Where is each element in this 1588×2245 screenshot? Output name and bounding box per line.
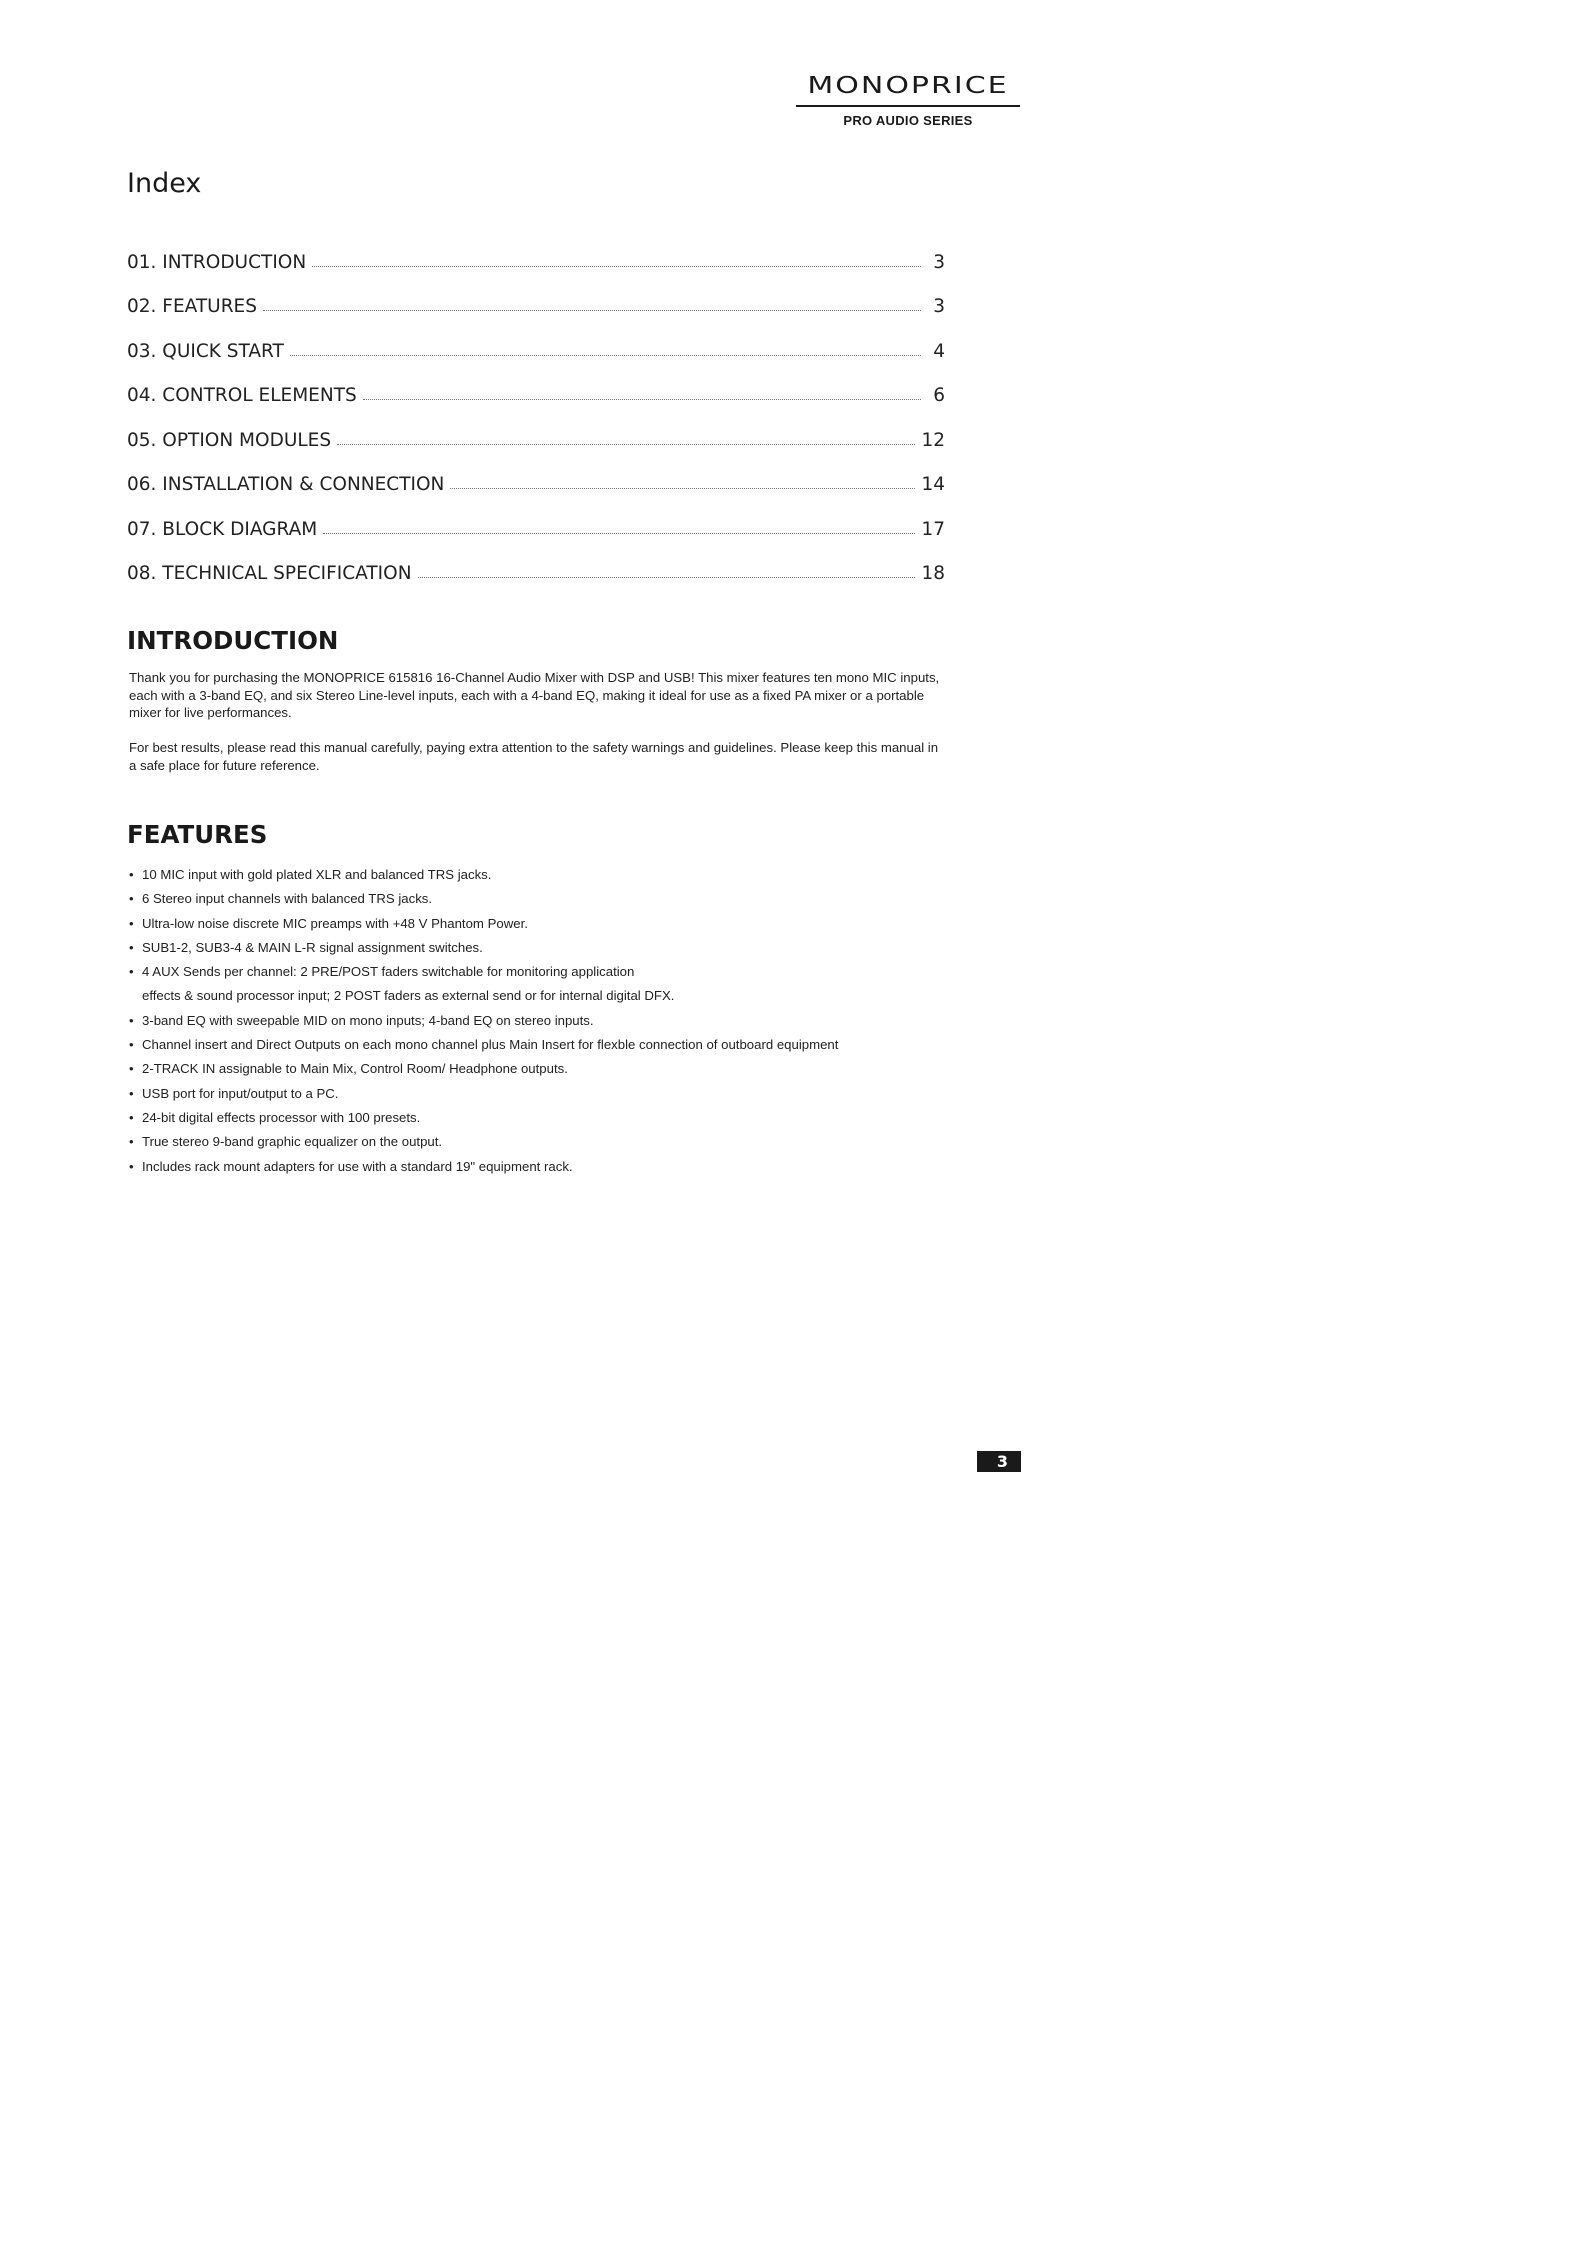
- toc-entry-option-modules[interactable]: [127, 406, 945, 451]
- features-heading: FEATURES: [127, 820, 268, 849]
- feature-item-continuation: effects & sound processor input; 2 POST faders as external send or for internal digital DFX.: [142, 988, 675, 1004]
- toc-entry-label: 05. OPTION MODULES: [127, 429, 332, 451]
- toc-entry-installation-connection[interactable]: [127, 451, 945, 496]
- feature-item: [129, 960, 969, 984]
- feature-text: 4 AUX Sends per channel: 2 PRE/POST faders switchable for monitoring application: [142, 964, 635, 980]
- toc-entry-label: 04. CONTROL ELEMENTS: [127, 385, 357, 406]
- toc-leader: [363, 399, 921, 400]
- toc-entry-label: 02. FEATURES: [127, 296, 257, 317]
- feature-item: [129, 912, 969, 936]
- toc-entry-page: 3: [933, 251, 945, 273]
- toc-entry-control-elements[interactable]: [127, 362, 945, 407]
- feature-item: [129, 863, 969, 887]
- feature-item: [129, 1082, 969, 1106]
- introduction-paragraph: For best results, please read this manual carefully, paying extra attention to the safety warnings and guidelines. Please keep this manual in a safe place for future reference.: [129, 740, 939, 773]
- toc-entry-label: 06. INSTALLATION & CONNECTION: [127, 474, 445, 495]
- brand-name: MONOPRICE: [807, 71, 1009, 100]
- feature-item: [129, 1106, 969, 1130]
- toc-entry-label: 03. QUICK START: [127, 340, 284, 362]
- toc-entry-page: 6: [933, 385, 945, 406]
- toc-entry-label: 07. BLOCK DIAGRAM: [127, 518, 318, 540]
- bullet-icon: •: [129, 1012, 134, 1028]
- toc-entry-page: 14: [921, 474, 945, 495]
- logo-rule: [796, 105, 1020, 107]
- feature-item: [129, 1130, 969, 1154]
- toc-entry-features[interactable]: [127, 273, 945, 318]
- toc-entry-block-diagram[interactable]: [127, 495, 945, 540]
- feature-text: 2-TRACK IN assignable to Main Mix, Control Room/ Headphone outputs.: [142, 1061, 568, 1077]
- bullet-icon: •: [129, 1061, 134, 1077]
- feature-item: [129, 887, 969, 911]
- toc-entry-page: 3: [933, 296, 945, 317]
- feature-item: [129, 1009, 969, 1033]
- toc-entry-label: 01. INTRODUCTION: [127, 251, 307, 273]
- bullet-icon: •: [129, 1037, 134, 1053]
- feature-item: [129, 1057, 969, 1081]
- bullet-icon: •: [129, 1085, 134, 1101]
- index-title: Index: [127, 168, 202, 199]
- feature-text: SUB1-2, SUB3-4 & MAIN L-R signal assignment switches.: [142, 939, 483, 955]
- bullet-icon: •: [129, 1134, 134, 1150]
- feature-text: 24-bit digital effects processor with 100 presets.: [142, 1109, 421, 1125]
- toc-entry-page: 18: [921, 563, 945, 584]
- introduction-heading: INTRODUCTION: [127, 626, 339, 655]
- page-number: 3: [977, 1451, 1021, 1472]
- bullet-icon: •: [129, 891, 134, 907]
- brand-tagline: PRO AUDIO SERIES: [843, 113, 973, 128]
- toc-entry-quick-start[interactable]: [127, 317, 945, 362]
- toc-leader: [418, 577, 916, 578]
- bullet-icon: •: [129, 1109, 134, 1125]
- toc-entry-label: 08. TECHNICAL SPECIFICATION: [127, 563, 412, 584]
- toc-leader: [263, 310, 921, 311]
- toc-leader: [450, 488, 915, 489]
- feature-item: [129, 1033, 969, 1057]
- toc-entry-page: 17: [921, 518, 945, 540]
- toc-entry-technical-specification[interactable]: [127, 540, 945, 585]
- feature-item: [129, 1155, 969, 1179]
- bullet-icon: •: [129, 1158, 134, 1174]
- feature-text: Channel insert and Direct Outputs on each mono channel plus Main Insert for flexble connection of outboard equipment: [142, 1037, 839, 1053]
- feature-text: Ultra-low noise discrete MIC preamps with +48 V Phantom Power.: [142, 915, 528, 931]
- toc-leader: [323, 533, 915, 534]
- bullet-icon: •: [129, 867, 134, 882]
- feature-text: USB port for input/output to a PC.: [142, 1085, 339, 1101]
- brand-logo: [796, 70, 1020, 128]
- toc-entry-page: 12: [921, 429, 945, 451]
- toc-entry-introduction[interactable]: [127, 228, 945, 273]
- toc-leader: [337, 444, 915, 445]
- feature-item: [129, 936, 969, 960]
- bullet-icon: •: [129, 964, 134, 980]
- feature-text: 6 Stereo input channels with balanced TRS jacks.: [142, 891, 433, 907]
- table-of-contents: [127, 228, 945, 584]
- introduction-paragraph: Thank you for purchasing the MONOPRICE 615816 16-Channel Audio Mixer with DSP and USB! This mixer features ten mono MIC inputs, each with a 3-band EQ, and six Stereo Line-level inputs, each with a 4-band EQ, making it ideal for use as a fixed PA mixer or a portable mixer for live performances.: [129, 670, 940, 721]
- feature-text: 10 MIC input with gold plated XLR and balanced TRS jacks.: [142, 867, 492, 882]
- feature-text: True stereo 9-band graphic equalizer on the output.: [142, 1134, 443, 1150]
- feature-text: 3-band EQ with sweepable MID on mono inputs; 4-band EQ on stereo inputs.: [142, 1012, 594, 1028]
- features-list: [129, 863, 969, 1179]
- bullet-icon: •: [129, 915, 134, 931]
- feature-text: Includes rack mount adapters for use with a standard 19" equipment rack.: [142, 1158, 573, 1174]
- toc-leader: [312, 266, 921, 267]
- bullet-icon: •: [129, 939, 134, 955]
- toc-entry-page: 4: [933, 340, 945, 362]
- toc-leader: [290, 355, 921, 356]
